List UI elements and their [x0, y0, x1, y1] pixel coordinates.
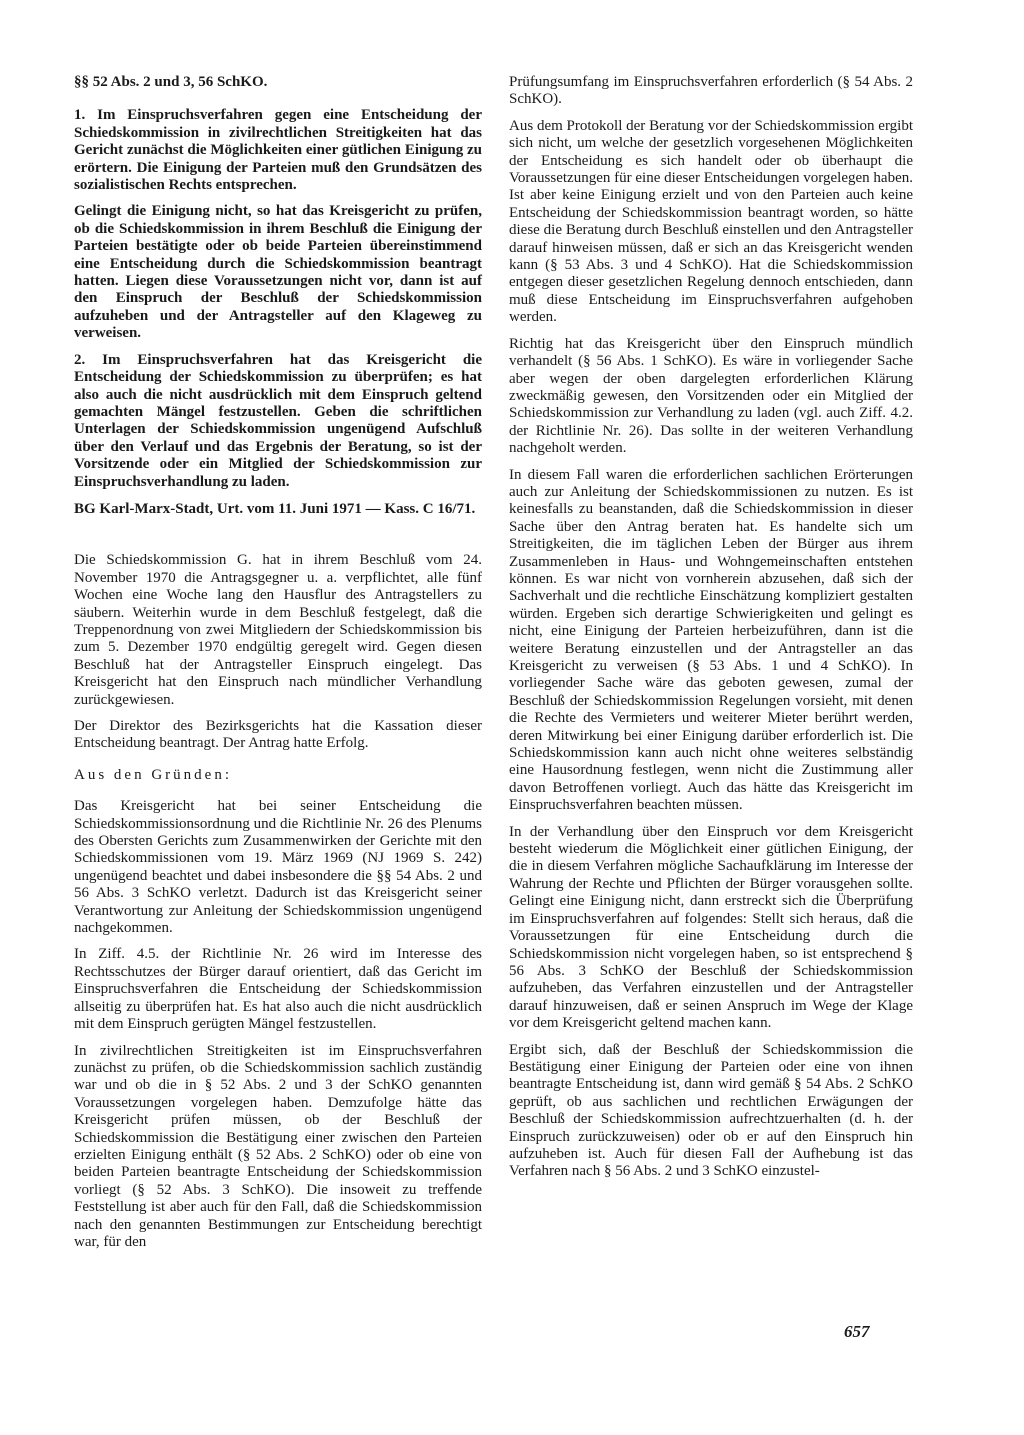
legal-paragraph-reference: §§ 52 Abs. 2 und 3, 56 SchKO.	[74, 74, 268, 90]
court-citation: BG Karl-Marx-Stadt, Urt. vom 11. Juni 1971 — Kass. C 16/71.	[74, 500, 476, 517]
left-column	[74, 74, 482, 1260]
right-column	[509, 74, 913, 1190]
headnote-paragraph: 1. Im Einspruchsverfahren gegen eine Entscheidung der Schiedskommission in zivilrechtlichen Streitigkeiten hat das Gericht zunächst die Möglichkeiten einer gütlichen Einigung zu erörtern. Die Einigung der Parteien muß den Grundsätzen des sozialistischen Rechts entsprechen.	[74, 107, 482, 194]
headnote-paragraph: 2. Im Einspruchsverfahren hat das Kreisgericht die Entscheidung der Schiedskommission zu überprüfen; es hat also auch die nicht ausdrücklich mit dem Einspruch geltend gemachten Mängel festzustellen. Geben die schriftlichen Unterlagen der Schiedskommission ungenügend Aufschluß über den Verlauf und das Ergebnis der Beratung, so ist der Vorsitzende oder ein Mitglied der Schiedskommission zur Einspruchsverhandlung zu laden.	[74, 351, 482, 490]
facts-paragraph: Der Direktor des Bezirksgerichts hat die Kassation dieser Entscheidung beantragt. Der Antrag hatte Erfolg.	[74, 718, 482, 752]
reasons-paragraph: In zivilrechtlichen Streitigkeiten ist im Einspruchsverfahren zunächst zu prüfen, ob die Schiedskommission sachlich zuständig war und ob die in § 52 Abs. 2 und 3 der SchKO genannten Voraussetzungen vorgelegen haben. Demzufolge hätte das Kreisgericht prüfen müssen, ob der Beschluß der Schiedskommission die Bestätigung einer zwischen den Parteien erzielten Einigung enthält (§ 52 Abs. 2 SchKO) oder ob eine von beiden Parteien beantragte Entscheidung der Schiedskommission vorliegt (§ 52 Abs. 3 SchKO). Die insoweit zu treffende Feststellung ist aber auch für den Fall, daß die Schiedskommission nach den genannten Bestimmungen zur Entscheidung berechtigt war, für den	[74, 1042, 482, 1250]
section-title: Aus den Gründen:	[74, 766, 232, 783]
reasons-paragraph: Ergibt sich, daß der Beschluß der Schiedskommission die Bestätigung einer Einigung der Parteien oder eine von ihnen beantragte Entscheidung ist, dann wird gemäß § 54 Abs. 2 SchKO geprüft, ob aus sachlichen und rechtlichen Erwägungen der Beschluß der Schiedskommission aufrechtzuerhalten (d. h. der Einspruch zurückzuweisen) oder ob er auf den Einspruch hin aufzuheben ist. Auch für diesen Fall der Aufhebung ist das Verfahren nach § 56 Abs. 2 und 3 SchKO einzustel-	[509, 1041, 913, 1180]
reasons-paragraph: In Ziff. 4.5. der Richtlinie Nr. 26 wird im Interesse des Rechtsschutzes der Bürger darauf orientiert, daß das Gericht im Einspruchsverfahren die Entscheidung der Schiedskommission allseitig zu überprüfen hat. Es hat also auch die nicht ausdrücklich mit dem Einspruch gerügten Mängel festzustellen.	[74, 946, 482, 1033]
reasons-paragraph: Richtig hat das Kreisgericht über den Einspruch mündlich verhandelt (§ 56 Abs. 1 SchKO). Es wäre in vorliegender Sache aber wegen der oben dargelegten erforderlichen Klärung zweckmäßig gewesen, den Vorsitzenden oder ein Mitglied der Schiedskommission zur Verhandlung zu laden (vgl. auch Ziff. 4.2. der Richtlinie Nr. 26). Das sollte in der weiteren Verhandlung nachgeholt werden.	[509, 335, 913, 457]
reasons-paragraph: Prüfungsumfang im Einspruchsverfahren erforderlich (§ 54 Abs. 2 SchKO).	[509, 74, 913, 108]
reasons-paragraph: Das Kreisgericht hat bei seiner Entscheidung die Schiedskommissionsordnung und die Richtlinie Nr. 26 des Plenums des Obersten Gerichts zum Zusammenwirken der Gerichte mit den Schiedskommissionen vom 19. März 1969 (NJ 1969 S. 242) ungenügend beachtet und dabei insbesondere die §§ 54 Abs. 2 und 56 Abs. 3 SchKO verletzt. Dadurch ist das Kreisgericht seiner Verantwortung zur Anleitung der Schiedskommission ungenügend nachgekommen.	[74, 798, 482, 937]
reasons-paragraph: In diesem Fall waren die erforderlichen sachlichen Erörterungen auch zur Anleitung der Schiedskommissionen zu nutzen. Es ist keinesfalls zu beanstanden, daß die Schiedskommission in dieser Sache über den Antrag beraten hat. Es handelte sich um Streitigkeiten, die im täglichen Leben der Bürger aus ihrem Zusammenleben in Haus- und Wohngemeinschaften entstehen können. Es war nicht von vornherein abzusehen, daß sich der Sachverhalt und die rechtliche Einschätzung kompliziert gestalten würden. Ergeben sich derartige Schwierigkeiten und gelingt es nicht, eine Einigung der Parteien herbeizuführen, dann ist die weitere Beratung einzustellen und der Antragsteller an das Kreisgericht zu verweisen (§ 53 Abs. 1 und 4 SchKO). In vorliegender Sache wäre das geboten gewesen, zumal der Beschluß der Schiedskommission Regelungen vorsieht, mit denen die Rechte des Vermieters und weiterer Mieter berührt werden, deren Mitwirkung bei einer Einigung darüber erforderlich ist. Die Schiedskommission kann auch nicht ohne weiteres selbständig eine Hausordnung festlegen, wenn nicht die Zustimmung aller davon Betroffenen vorliegt. Auch das hätte das Kreisgericht im Einspruchsverfahren beachten müssen.	[509, 466, 913, 814]
reasons-paragraph: Aus dem Protokoll der Beratung vor der Schiedskommission ergibt sich nicht, um welche der gesetzlich vorgesehenen Möglichkeiten der Entscheidung es sich handelt oder ob überhaupt die Voraussetzungen für eine dieser Entscheidungen vorgelegen haben. Ist aber keine Einigung erzielt und von den Parteien auch keine Entscheidung der Schiedskommission beantragt worden, so hätte diese die Beratung durch Beschluß einstellen und den Antragsteller darauf hinweisen müssen, daß er sich an das Kreisgericht wenden kann (§ 53 Abs. 3 und 4 SchKO). Hat die Schiedskommission entgegen dieser gesetzlichen Regelung dennoch entschieden, dann muß diese Entscheidung im Einspruchsverfahren aufgehoben werden.	[509, 117, 913, 326]
headnote-paragraph: Gelingt die Einigung nicht, so hat das Kreisgericht zu prüfen, ob die Schiedskommission in ihrem Beschluß die Einigung der Parteien bestätigte oder ob beide Parteien übereinstimmend eine Entscheidung durch die Schiedskommission beantragt hatten. Liegen diese Voraussetzungen nicht vor, dann ist auf den Einspruch der Beschluß der Schiedskommission aufzuheben und der Antragsteller auf den Klageweg zu verweisen.	[74, 203, 482, 342]
facts-paragraph: Die Schiedskommission G. hat in ihrem Beschluß vom 24. November 1970 die Antragsgegner u. a. verpflichtet, alle fünf Wochen eine Woche lang den Hausflur des Antragstellers zu säubern. Weiterhin wurde in dem Beschluß festgelegt, daß die Treppenordnung von zwei Mitgliedern der Schiedskommission bis zum 5. Dezember 1970 endgültig geregelt wird. Gegen diesen Beschluß hat der Antragsteller Einspruch eingelegt. Das Kreisgericht hat den Einspruch nach mündlicher Verhandlung zurückgewiesen.	[74, 552, 482, 708]
page-number: 657	[844, 1322, 870, 1341]
reasons-paragraph: In der Verhandlung über den Einspruch vor dem Kreisgericht besteht wiederum die Möglichkeit einer gütlichen Einigung, der die in diesem Verfahren mögliche Sachaufklärung im Interesse der Wahrung der Rechte und Pflichten der Bürger vorausgehen sollte. Gelingt eine Einigung nicht, dann erstreckt sich die Überprüfung im Einspruchsverfahren auf folgendes: Stellt sich heraus, daß die Voraussetzungen für eine Entscheidung durch die Schiedskommission nicht vorgelegen haben, so ist entsprechend § 56 Abs. 3 SchKO der Beschluß der Schiedskommission aufzuheben, das Verfahren einzustellen und der Antragsteller darauf hinzuweisen, daß er seinen Anspruch im Wege der Klage vor dem Kreisgericht geltend machen kann.	[509, 823, 913, 1032]
